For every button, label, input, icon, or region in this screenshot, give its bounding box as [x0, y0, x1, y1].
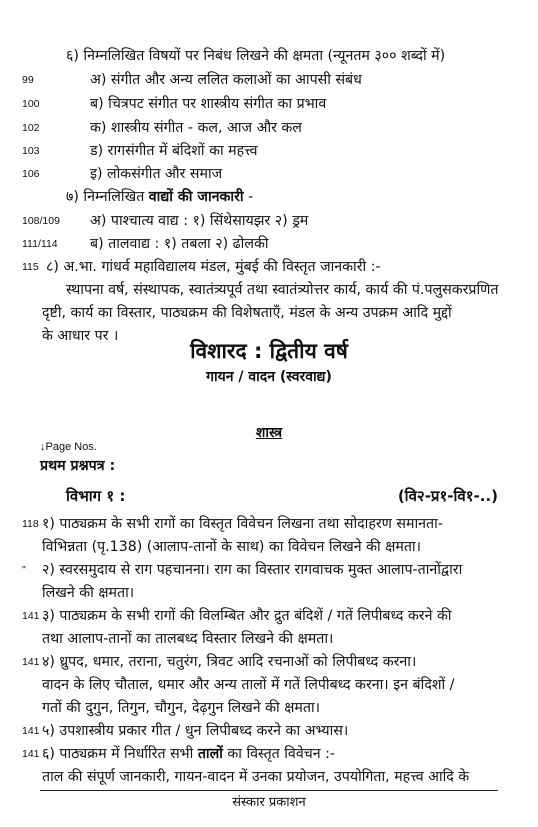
list-item: तथा आलाप-तानों का तालबध्द विस्तार लिखने की क्षमता।	[42, 631, 334, 647]
page-number: 100	[22, 98, 40, 110]
section-8-line: दृष्टी, कार्य का विस्तार, पाठ्यक्रम की विशेषताएँ, मंडल के अन्य उपक्रम आदि मुद्दों	[42, 305, 452, 321]
list-item: ४) ध्रुपद, धमार, तराना, चतुरंग, त्रिवट आदि रचनाओं को लिपीबध्द करना।	[42, 654, 417, 670]
list-item: ब) तालवाद्य : १) तबला २) ढोलकी	[90, 236, 269, 252]
list-item: गतों की दुगुन, तिगुन, चौगुन, देढ़गुन लिखने की क्षमता।	[42, 700, 321, 716]
list-item: ५) उपशास्त्रीय प्रकार गीत / धुन लिपीबध्द करने का अभ्यास।	[42, 723, 349, 739]
paper-title: प्रथम प्रश्नपत्र :	[40, 458, 116, 474]
page-number: 102	[22, 122, 40, 134]
page-number: 99	[22, 74, 34, 86]
section-heading: शास्त्र	[255, 425, 283, 441]
page-number: 141	[22, 748, 40, 760]
list-item: अ) संगीत और अन्य ललित कलाओं का आपसी संबंध	[90, 72, 362, 88]
bold-text: तालों	[197, 746, 223, 762]
page-number: 106	[22, 168, 40, 180]
section-6-intro: ६) निम्नलिखित विषयों पर निबंध लिखने की क्षमता (न्यूनतम ३०० शब्दों में)	[66, 48, 446, 64]
page-subtitle: गायन / वादन (स्वरवाद्य)	[206, 369, 332, 385]
list-item: १) पाठ्यक्रम के सभी रागों का विस्तृत विवेचन लिखना तथा सोदाहरण समानता-	[42, 516, 443, 532]
page-number: 115	[22, 261, 39, 273]
list-item: ब) चित्रपट संगीत पर शास्त्रीय संगीत का प्रभाव	[90, 96, 327, 112]
list-item: अ) पाश्चात्य वाद्य : १) सिंथेसायझर २) ड्रम	[90, 213, 309, 229]
page-number: 141	[22, 725, 40, 737]
list-item: ३) पाठ्यक्रम के सभी रागों की विलम्बित और द्रुत बंदिशें / गतें लिपीबध्द करने की	[42, 608, 452, 624]
list-item: विभिन्नता (पृ.138) (आलाप-तानों के साथ) का विवेचन लिखने की क्षमता।	[42, 539, 421, 555]
bold-text: वाद्यों की जानकारी	[148, 189, 244, 205]
list-item: क) शास्त्रीय संगीत - कल, आज और कल	[90, 120, 302, 136]
vibhag-code: (वि२-प्र१-वि१-..)	[397, 487, 498, 505]
list-item: इ) लोकसंगीत और समाज	[90, 166, 223, 182]
section-7-intro: ७) निम्नलिखित वाद्यों की जानकारी -	[66, 189, 254, 205]
list-item: ताल की संपूर्ण जानकारी, गायन-वादन में उनका प्रयोजन, उपयोगिता, महत्त्व आदि के	[42, 769, 470, 785]
section-8-line: के आधार पर ।	[42, 328, 119, 344]
page-number: 141	[22, 656, 40, 668]
list-item: वादन के लिए चौताल, धमार और अन्य तालों में गतें लिपीबध्द करना। इन बंदिशों /	[42, 677, 455, 693]
page-number: "	[22, 564, 26, 576]
page-number: 118	[22, 518, 39, 530]
vibhag-label: विभाग १ :	[66, 487, 126, 505]
list-item: ६) पाठ्यक्रम में निर्धारित सभी तालों का विस्तृत विवेचन :-	[42, 746, 336, 762]
section-8-line: स्थापना वर्ष, संस्थापक, स्वातंत्र्यपूर्व तथा स्वातंत्र्योत्तर कार्य, कार्य की पं.पलुसकरप्रणित	[66, 282, 499, 298]
footer-divider	[40, 790, 498, 791]
page-number: 141	[22, 610, 40, 622]
page-nos-label: ↓Page Nos.	[40, 441, 97, 453]
section-8-line: ८) अ.भा. गांधर्व महाविद्यालय मंडल, मुंबई की विस्तृत जानकारी :-	[46, 259, 381, 275]
page-number: 111/114	[22, 238, 58, 250]
list-item: ड) रागसंगीत में बंदिशों का महत्त्व	[90, 143, 258, 159]
list-item: २) स्वरसमुदाय से राग पहचानना। राग का विस्तार रागवाचक मुक्त आलाप-तानोंद्वारा	[42, 562, 463, 578]
footer-publisher: संस्कार प्रकाशन	[232, 795, 306, 810]
page-number: 103	[22, 145, 40, 157]
list-item: लिखने की क्षमता।	[42, 585, 135, 601]
page-number: 108/109	[22, 215, 60, 227]
page-title: विशारद : द्वितीय वर्ष	[190, 339, 348, 363]
